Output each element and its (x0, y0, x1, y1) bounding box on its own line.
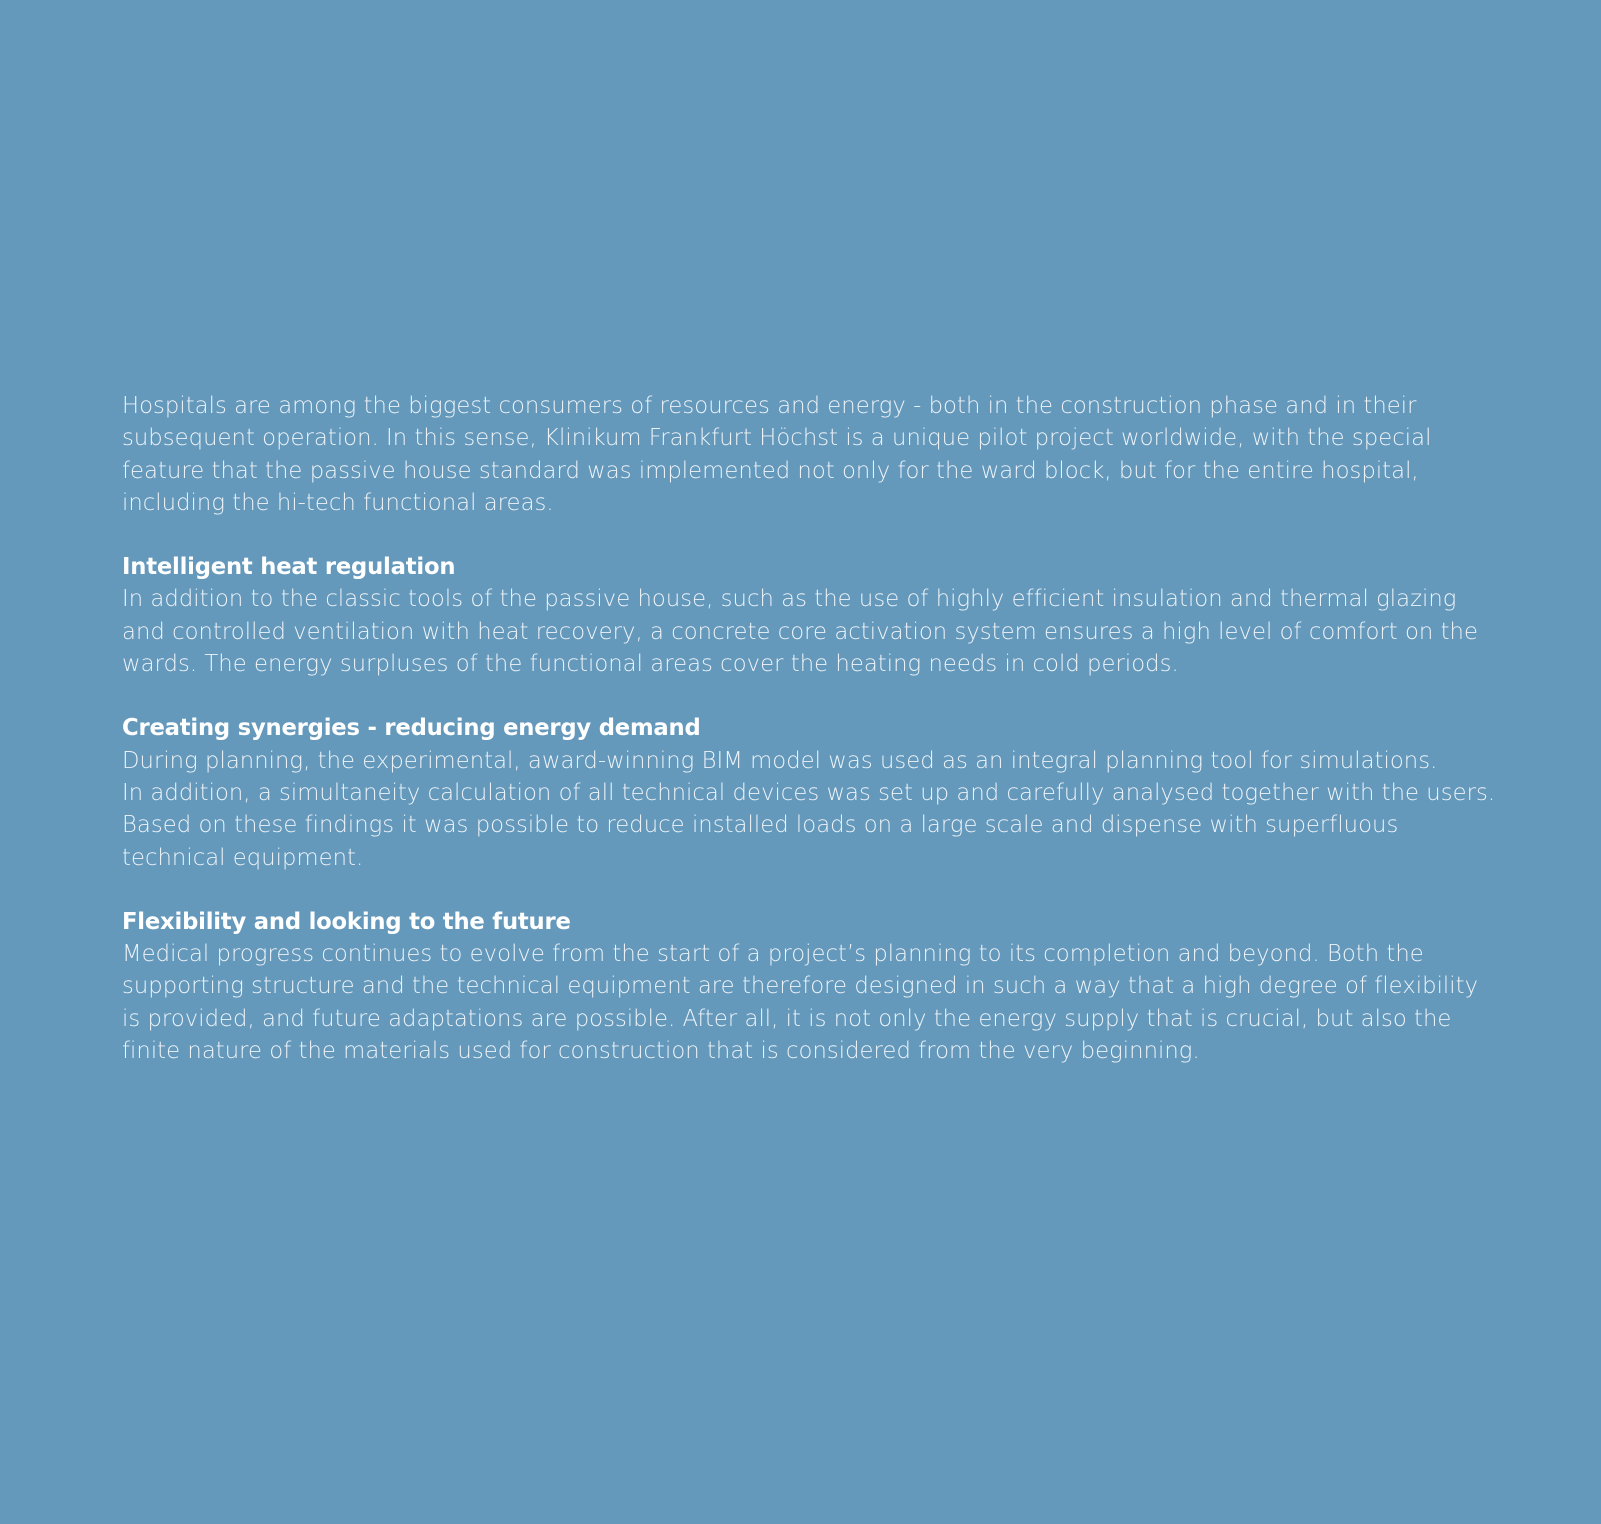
intro-line: Hospitals are among the biggest consumers of resources and energy - both in the construction phase and in their (122, 393, 1417, 419)
intro-line: including the hi-tech functional areas. (122, 489, 554, 516)
paragraph-line: In addition to the classic tools of the passive house, such as the use of highly efficient insulation and thermal glazing (122, 586, 1457, 613)
paragraph-line: Based on these findings it was possible to reduce installed loads on a large scale and dispense with superfluous (122, 812, 1399, 839)
intro-paragraph (122, 390, 1522, 519)
section-heading: Flexibility and looking to the future (122, 908, 571, 935)
intro-line: subsequent operation. In this sense, Klinikum Frankfurt Höchst is a unique pilot project worldwide, with the special (122, 425, 1432, 452)
section-flexibility (122, 906, 1522, 1067)
paragraph-line: finite nature of the materials used for construction that is considered from the very beginning. (122, 1038, 1200, 1065)
intro-line: feature that the passive house standard was implemented not only for the ward block, but for the entire hospital, (122, 457, 1419, 484)
paragraph-line: wards. The energy surpluses of the functional areas cover the heating needs in cold periods. (122, 651, 1179, 678)
section-paragraph (122, 938, 1522, 1067)
paragraph-line: During planning, the experimental, award-winning BIM model was used as an integral planning tool for simulations. (122, 747, 1438, 774)
paragraph-line: and controlled ventilation with heat recovery, a concrete core activation system ensures a high level of comfort on the (122, 618, 1478, 645)
section-heat-regulation (122, 551, 1522, 680)
text-column (122, 390, 1522, 1067)
paragraph-line: is provided, and future adaptations are possible. After all, it is not only the energy supply that is crucial, but also the (122, 1005, 1452, 1032)
paragraph-line: supporting structure and the technical equipment are therefore designed in such a way that a high degree of flexibility (122, 973, 1479, 1000)
paragraph-line: technical equipment. (122, 844, 364, 871)
section-synergies (122, 712, 1522, 873)
paragraph-line: In addition, a simultaneity calculation of all technical devices was set up and carefully analysed together with the users. (122, 779, 1496, 806)
paragraph-line: Medical progress continues to evolve from the start of a project’s planning to its completion and beyond. Both the (122, 941, 1424, 968)
section-paragraph (122, 745, 1522, 874)
section-heading: Creating synergies - reducing energy demand (122, 715, 701, 742)
section-heading: Intelligent heat regulation (122, 554, 456, 581)
section-paragraph (122, 583, 1522, 680)
